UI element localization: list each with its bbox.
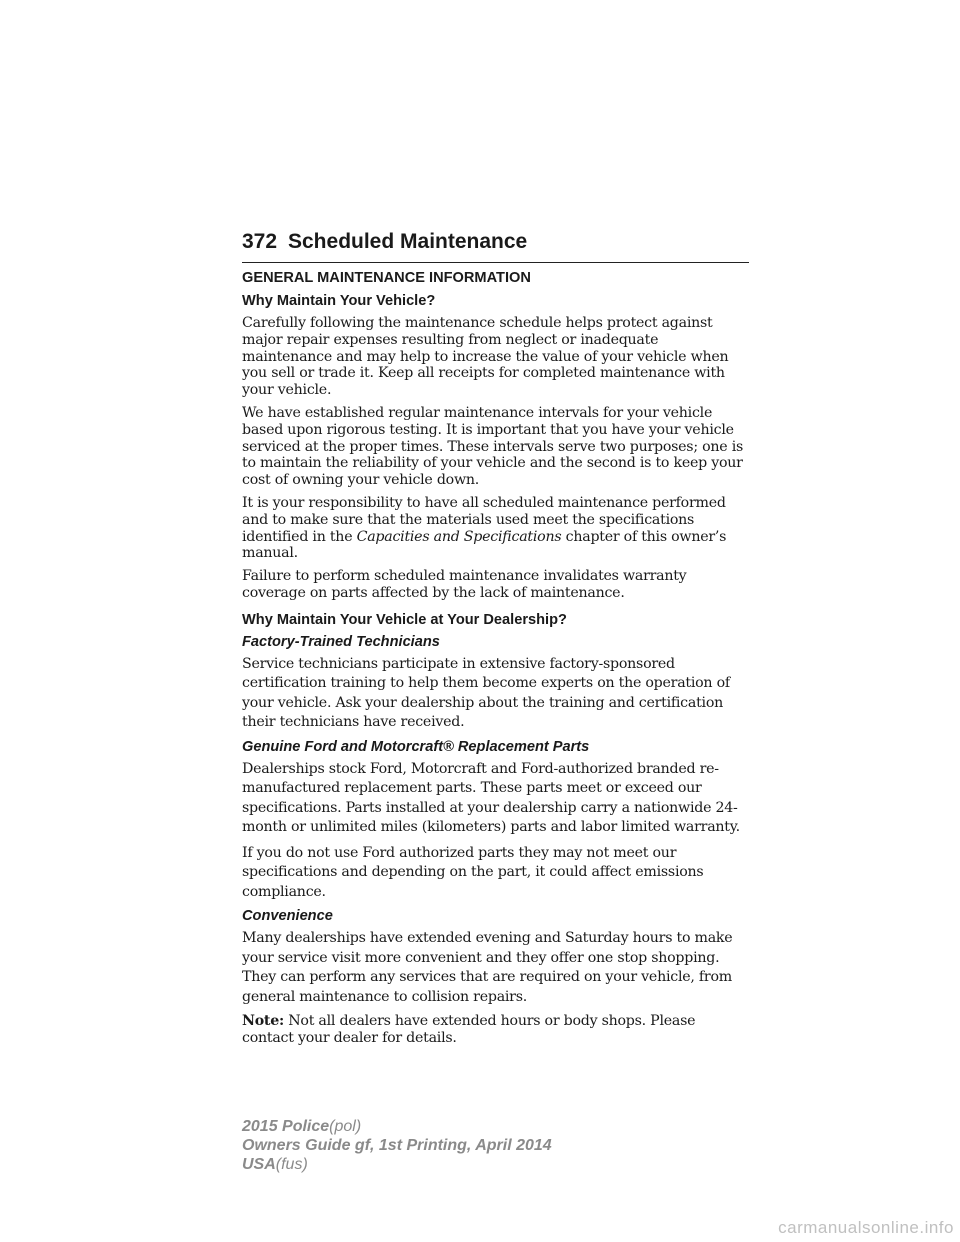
why-paragraph-2: We have established regular maintenance intervals for your vehicle based upon rigorous testing. It is important that you have your vehicle serviced at the proper times. These intervals serve two purposes; one is to maintain the reliability of your vehicle and the second is to keep your cost of owning your vehicle down. [242,404,744,489]
factory-trained-heading: Factory-Trained Technicians [242,633,440,650]
convenience-heading: Convenience [242,908,333,925]
parts-paragraph-1: Dealerships stock Ford, Motorcraft and Ford-authorized branded re-manufactured replacement parts. These parts meet or exceed our specifications. Parts installed at your dealership carry a nationwide 24-month or unlimited miles (kilometers) parts and labor limited warranty. [242,760,740,836]
note-text: Not all dealers have extended hours or body shops. Please contact your dealer for details. [242,1013,696,1047]
print-footer [242,1117,552,1174]
why-maintain-heading: Why Maintain Your Vehicle? [242,293,436,309]
why-paragraph-3 [242,495,749,562]
page-content [242,270,749,1053]
why-paragraph-4: Failure to perform scheduled maintenance invalidates warranty coverage on parts affected by the lack of maintenance. [242,568,687,601]
note-label: Note: [242,1013,284,1030]
genuine-parts-heading: Genuine Ford and Motorcraft® Replacement Parts [242,738,590,755]
footer-line-1 [242,1117,552,1136]
footer-model-code: (pol) [329,1118,362,1135]
watermark: carmanualsonline.info [778,1218,954,1237]
section-title: Scheduled Maintenance [288,230,528,253]
factory-paragraph: Service technicians participate in extensive factory-sponsored certification training to help them become experts on the operation of your vehicle. Ask your dealership about the training and certification their technicians have received. [242,655,730,731]
footer-model: 2015 Police [242,1118,330,1135]
parts-paragraph-2: If you do not use Ford authorized parts they may not meet our specifications and depending on the part, it could affect emissions compliance. [242,844,704,900]
why-paragraph-3-end: chapter of this owner’s manual. [242,528,727,562]
main-heading: GENERAL MAINTENANCE INFORMATION [242,270,531,286]
why-paragraph-1: Carefully following the maintenance schedule helps protect against major repair expenses resulting from neglect or inadequate maintenance and may help to increase the value of your vehicle when you sell or trade it. Keep all receipts for completed maintenance with your vehicle. [242,315,729,399]
note-paragraph [242,1013,749,1047]
why-paragraph-3-start: It is your responsibility to have all scheduled maintenance performed and to make sure that the materials used meet the specifications identified in the [242,494,726,545]
convenience-paragraph: Many dealerships have extended evening and Saturday hours to make your service visit more convenient and they offer one stop shopping. They can perform any services that are required on your vehicle, from general maintenance to collision repairs. [242,930,733,1005]
footer-line-3 [242,1155,552,1174]
footer-market: USA [242,1156,276,1173]
footer-line-2: Owners Guide gf, 1st Printing, April 2014 [242,1137,552,1154]
page-number: 372 [242,230,278,253]
dealership-heading: Why Maintain Your Vehicle at Your Dealership? [242,611,567,628]
footer-market-code: (fus) [275,1156,308,1173]
page-header [242,228,749,263]
capacities-reference: Capacities and Specifications [356,528,562,545]
